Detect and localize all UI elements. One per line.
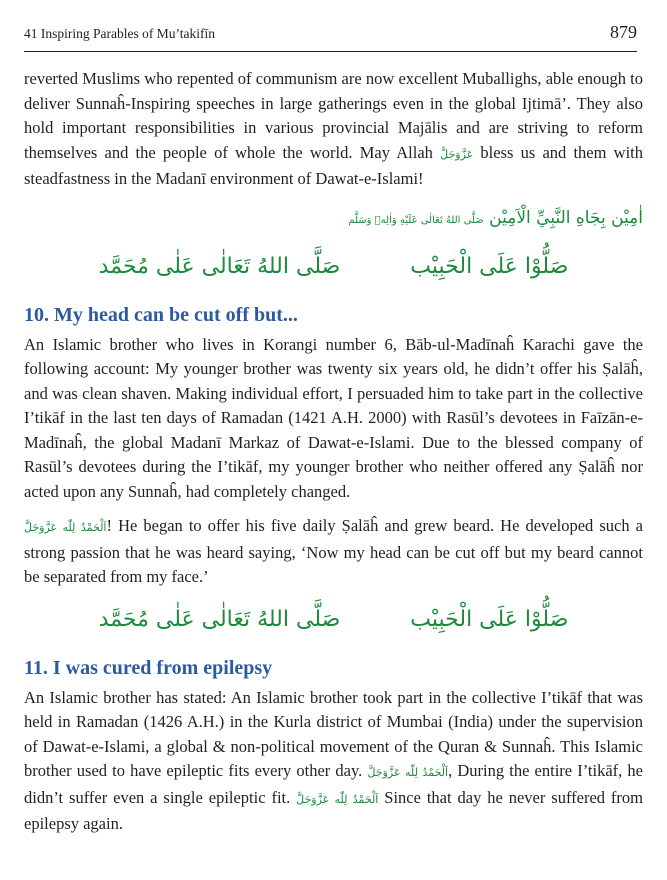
arabic-alhamdulillah: اَلْحَمْدُ لِلّٰه عَزَّوَجَلَّ (296, 792, 379, 806)
intro-paragraph (24, 67, 643, 192)
header-divider (24, 51, 637, 52)
salawat-line-2 (24, 600, 643, 640)
running-header (24, 22, 637, 43)
section-11-text-b: , During the entire I’tikāf, he didn’t suffer even a single epileptic fit. (24, 761, 644, 807)
section-11-text-a: An Islamic brother has stated: An Islamic brother took part in the collective I’tikāf that was held in Ramadan (1426 A.H.) in the Kurla district of Mumbai (India) under the supervision of Dawat-e-Islami, a global & non-political movement of the Quran & Sunnaĥ. This Islamic brother used to have epileptic fits every other day. (24, 687, 643, 780)
section-11-text-c: Since that day he never suffered from epilepsy again. (24, 787, 644, 833)
section-10-paragraph-1: An Islamic brother who lives in Korangi number 6, Bāb-ul-Madīnaĥ Karachi gave the following account: My younger brother was twenty six years old, he didn’t offer his Ṣalāĥ, and was clean shaven. Making individual effort, I persuaded him to take part in the collective I’tikāf in the last ten days of Ramadan (1421 A.H. 2000) with Rasūl’s devotees in Faīzān-e-Madīnaĥ, the global Madanī Markaz of Dawat-e-Islami. Due to the blessed company of Rasūl’s devotees during the I’tikāf, my younger brother who neither offered any Ṣalāĥ nor acted upon any Sunnaĥ, had completely changed. (24, 334, 643, 501)
salawat-left: صَلَّى اللهُ تَعَالٰى عَلٰى مُحَمَّد (98, 606, 341, 632)
intro-text-b: bless us and them with steadfastness in the Madanī environment of Dawat-e-Islami! (24, 142, 643, 188)
ameen-main-text: اٰمِيْن بِجَاهِ النَّبِيِّ الْاَمِيْن (489, 207, 643, 228)
salawat-right: صَلُّوْا عَلَى الْحَبِيْب (410, 606, 569, 632)
arabic-alhamdulillah: اَلْحَمْدُ لِلّٰه عَزَّوَجَلَّ (367, 766, 449, 779)
arabic-azza-wa-jal: عَزَّوَجَلَّ (440, 147, 474, 161)
intro-text-a: reverted Muslims who repented of communism are now excellent Muballighs, able enough to deliver Sunnaĥ-Inspiring speeches in large gatherings even in the global Ijtimā’. They also hold important responsibilities in various provincial Majālis and are striving to reform themselves and the people of whole the world. May Allah (24, 69, 643, 162)
section-10-heading: 10. My head can be cut off but... (24, 303, 298, 326)
salawat-line-1 (24, 247, 643, 287)
salawat-right: صَلُّوْا عَلَى الْحَبِيْب (410, 253, 569, 279)
section-10-paragraph-2-text: ! He began to offer his five daily Ṣalāĥ and grew beard. He developed such a strong passion that he was heard saying, ‘Now my head can be cut off but my beard cannot be separated from my face.’ (24, 516, 644, 586)
page-body (24, 67, 643, 837)
ameen-salutation: صَلَّى اللهُ تَعَالٰى عَلَيْهِ وَاٰلِهٖ وَسَلَّم (348, 214, 484, 226)
arabic-alhamdulillah: اَلْحَمْدُ لِلّٰه عَزَّوَجَلَّ (24, 521, 107, 534)
section-10-paragraph-2 (24, 514, 643, 590)
page-number: 879 (610, 22, 637, 42)
section-11-paragraph (24, 686, 643, 837)
running-header-title: 41 Inspiring Parables of Mu’takifīn (24, 26, 215, 41)
ameen-dua (24, 202, 643, 237)
section-11-heading: 11. I was cured from epilepsy (24, 656, 273, 679)
salawat-left: صَلَّى اللهُ تَعَالٰى عَلٰى مُحَمَّد (98, 253, 341, 279)
